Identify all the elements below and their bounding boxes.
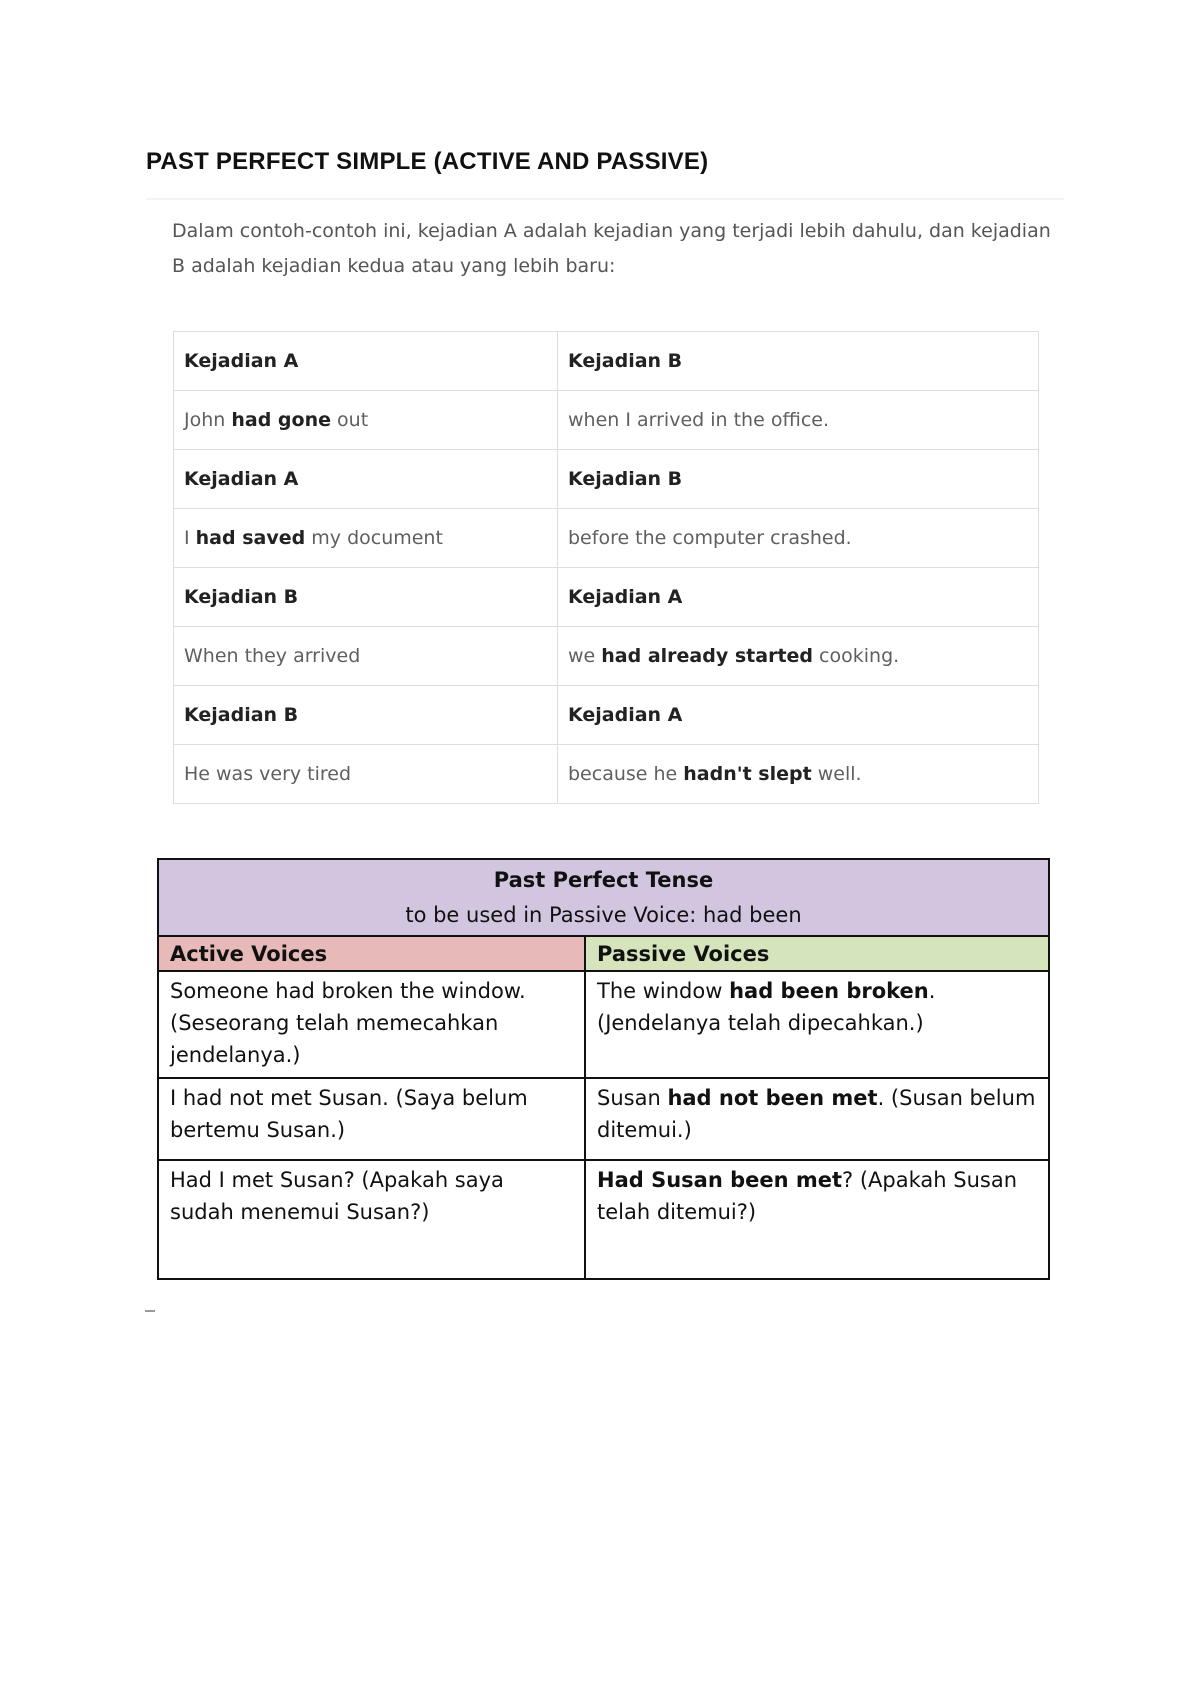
passive-voices-header: Passive Voices xyxy=(585,936,1049,971)
header-cell: Kejadian B xyxy=(174,686,558,745)
table-row xyxy=(158,971,1049,1078)
header-cell: Kejadian B xyxy=(174,568,558,627)
table-row xyxy=(174,509,1039,568)
header-cell: Kejadian B xyxy=(558,332,1039,391)
table-row xyxy=(158,859,1049,936)
header-cell: Kejadian A xyxy=(174,450,558,509)
table-row xyxy=(174,745,1039,804)
banner-title: Past Perfect Tense xyxy=(493,868,714,892)
example-cell: I had saved my document xyxy=(174,509,558,568)
example-cell: when I arrived in the office. xyxy=(558,391,1039,450)
active-cell: I had not met Susan. (Saya belum bertemu Susan.) xyxy=(158,1078,585,1160)
example-cell: When they arrived xyxy=(174,627,558,686)
table-row xyxy=(174,391,1039,450)
end-mark xyxy=(145,1310,155,1312)
title-divider xyxy=(146,198,1064,200)
active-cell: Had I met Susan? (Apakah saya sudah menemui Susan?) xyxy=(158,1160,585,1279)
voices-table xyxy=(157,858,1050,1280)
table-row xyxy=(158,1160,1049,1279)
example-cell: because he hadn't slept well. xyxy=(558,745,1039,804)
table-row xyxy=(174,627,1039,686)
example-cell: we had already started cooking. xyxy=(558,627,1039,686)
table-row xyxy=(174,450,1039,509)
passive-cell: Susan had not been met. (Susan belum ditemui.) xyxy=(585,1078,1049,1160)
table-row xyxy=(174,568,1039,627)
header-cell: Kejadian A xyxy=(174,332,558,391)
header-cell: Kejadian A xyxy=(558,568,1039,627)
example-cell: before the computer crashed. xyxy=(558,509,1039,568)
table-row xyxy=(174,686,1039,745)
active-voices-header: Active Voices xyxy=(158,936,585,971)
header-cell: Kejadian A xyxy=(558,686,1039,745)
passive-cell: Had Susan been met? (Apakah Susan telah ditemui?) xyxy=(585,1160,1049,1279)
table-banner xyxy=(158,859,1049,936)
examples-table xyxy=(173,331,1039,804)
table-row xyxy=(158,1078,1049,1160)
example-cell: John had gone out xyxy=(174,391,558,450)
intro-paragraph: Dalam contoh-contoh ini, kejadian A adalah kejadian yang terjadi lebih dahulu, dan kejadian B adalah kejadian kedua atau yang lebih baru: xyxy=(172,220,1051,277)
example-cell: He was very tired xyxy=(174,745,558,804)
page-title: PAST PERFECT SIMPLE (ACTIVE AND PASSIVE) xyxy=(146,148,709,175)
table-row xyxy=(174,332,1039,391)
header-cell: Kejadian B xyxy=(558,450,1039,509)
banner-subtitle: to be used in Passive Voice: had been xyxy=(405,903,802,927)
active-cell: Someone had broken the window. (Seseorang telah memecahkan jendelanya.) xyxy=(158,971,585,1078)
table-row xyxy=(158,936,1049,971)
passive-cell: The window had been broken. (Jendelanya telah dipecahkan.) xyxy=(585,971,1049,1078)
